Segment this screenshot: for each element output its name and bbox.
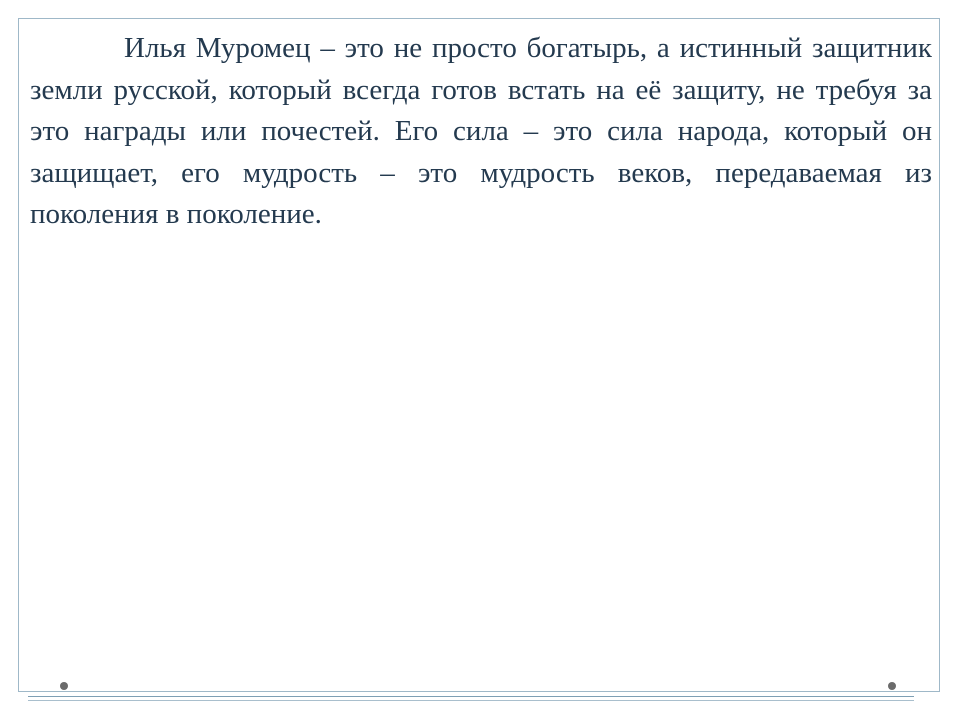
bullet-dot-icon (888, 682, 896, 690)
slide-paragraph: Илья Муромец – это не просто богатырь, а истинный защитник земли русской, который всегда готов встать на её защиту, не требуя за это награды или почестей. Его сила – это сила народа, который он защищает, его мудрость – это мудрость веков, передаваемая из поколения в поколение. (30, 32, 932, 230)
footer-divider (28, 700, 914, 701)
bullet-dot-icon (60, 682, 68, 690)
footer-divider (28, 696, 914, 697)
